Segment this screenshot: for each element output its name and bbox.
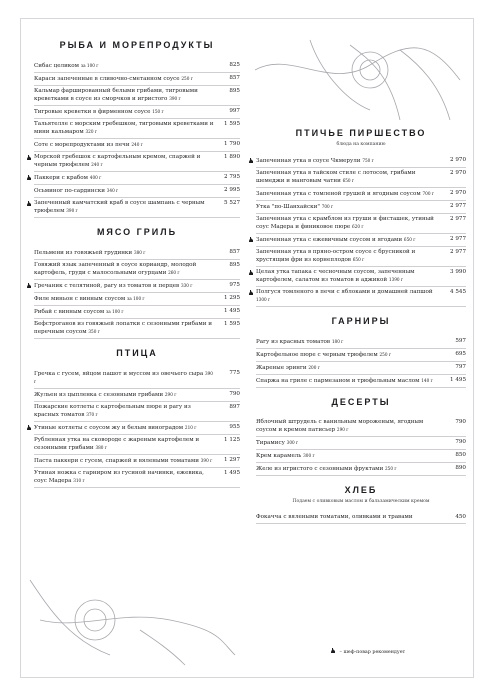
goose-icon [248,236,254,243]
item-price: 450 [455,514,466,520]
menu-item [34,86,240,106]
item-name: Пельмени из говяжьей грудинки [34,250,133,256]
item-price: 897 [229,404,240,410]
menu-item [256,214,466,234]
item-price: 975 [229,282,240,288]
item-price: 790 [455,419,466,425]
menu-item [256,168,466,188]
menu-item [34,319,240,339]
item-weight: 380 г [95,445,107,450]
item-name: Запеченная утка с томленой грушей и ягодным соусом [256,191,421,197]
item-name: Паккери с крабом [34,175,89,181]
item-price: 850 [455,452,466,458]
item-weight: 650 г [342,178,355,183]
section-title: МЯСО ГРИЛЬ [96,227,178,237]
item-name: Жареные эринги [256,365,307,371]
item-weight: 370 г [86,412,98,417]
item-name: Кальмар фаршированный белыми грибами, тигровыми креветками в соусе из сморчков и игристого [34,88,198,102]
item-price: 3 990 [449,269,466,275]
section-note: Подаем с оливковым маслом и бальзамическим кремом [292,499,430,504]
section-title: ГАРНИРЫ [331,316,391,326]
item-price: 895 [229,88,240,94]
menu-section [34,227,240,339]
item-name: Яблочный штрудель с ванильным мороженым, ягодным соусом и кремом патисьер [256,419,424,433]
goose-icon [330,647,336,654]
item-weight: 210 г [184,425,197,430]
item-price: 695 [455,351,466,357]
menu-item [34,368,240,389]
item-name: Запеченная утка в пряно-остром соусе с брусникой и хрустящим фри из корнеплодов [256,249,416,263]
menu-item [34,172,240,185]
item-name: Пожарские котлеты с картофельным пюре и рагу из красных томатов [34,404,191,418]
goose-icon [248,157,254,164]
menu-item [34,152,240,172]
menu-item [34,119,240,139]
item-name: Гречка с гусем, яйцом пашот и муссом из овечьего сыра [34,371,204,377]
item-price: 1 595 [223,321,240,327]
item-price: 1 295 [223,295,240,301]
menu-item [34,422,240,435]
menu-section [256,485,466,524]
item-price: 1 595 [223,121,240,127]
goose-icon [248,289,254,296]
item-weight: 650 г [403,237,416,242]
item-weight: 700 г [422,191,435,196]
item-price: 2 970 [449,157,466,163]
menu-item [34,260,240,280]
item-price: 1 890 [223,154,240,160]
item-price: 1 790 [223,141,240,147]
menu-item [34,198,240,218]
item-weight: 150 г [152,109,164,114]
goose-icon [26,424,32,431]
item-weight: 700 г [321,204,334,209]
menu-item [256,336,466,349]
menu-item [34,389,240,402]
menu-item [34,247,240,260]
menu-item [256,267,466,287]
menu-section [256,128,466,307]
item-name: Говяжий язык запеченный в соусе кориандр, молодой картофель, груди с малосольными огурцами [34,262,197,276]
item-name: Морской гребешок с картофельным кремом, спаржей и черным трюфелем [34,154,201,168]
item-price: 1 125 [223,437,240,443]
item-name: Соте с морепродуктами из печи [34,142,130,148]
item-weight: 320 г [85,129,98,134]
item-price: 790 [229,391,240,397]
menu-item [256,155,466,168]
item-weight: 200 г [308,365,320,370]
item-weight: за 100 г [80,63,99,68]
item-price: 4 545 [449,289,466,295]
menu-item [34,185,240,198]
menu-section [256,397,466,476]
item-price: 2 977 [449,203,466,209]
menu-item [256,417,466,437]
item-name: Гречаник с телятиной, рагу из томатов и перцев [34,283,180,289]
item-weight: 140 г [421,378,433,383]
item-weight: 650 г [352,257,365,262]
item-price: 825 [229,62,240,68]
item-name: Сибас целиком [34,63,80,69]
menu-item [256,375,466,388]
item-name: Утиные котлеты с соусом жу и белым виноградом [34,425,184,431]
menu-item [34,293,240,306]
goose-icon [26,154,32,161]
item-name: Фокачча с вялеными томатами, оливками и травами [256,514,413,520]
item-price: 597 [455,338,466,344]
menu-item [256,201,466,214]
item-price: 955 [229,424,240,430]
item-weight: 1300 г [256,297,271,302]
item-name: Запеченная утка с крамблом из груши и фисташек, утиный соус Мадера и финиковое пюре [256,216,434,230]
item-name: Караси запеченные в сливочно-сметанном соусе [34,76,180,82]
item-price: 2 977 [449,236,466,242]
menu-item [34,435,240,455]
item-weight: 250 г [385,466,397,471]
section-title: ДЕСЕРТЫ [331,397,391,407]
item-name: Рибай с винным соусом [34,309,105,315]
menu-item [256,247,466,267]
section-note: блюда на компанию [336,142,386,147]
section-title: РЫБА И МОРЕПРОДУКТЫ [59,40,215,50]
item-price: 857 [229,75,240,81]
item-weight: 380 г [133,250,146,255]
ornament-bottom-left [20,560,240,670]
left-column [34,40,240,497]
item-weight: 250 г [379,352,392,357]
item-weight: 300 г [286,440,299,445]
menu-item [256,450,466,463]
section-title: ПТИЦА [116,348,158,358]
menu-item [256,463,466,476]
menu-item [256,437,466,450]
item-weight: за 100 г [105,309,124,314]
item-name: Жульен из цыпленка с сезонными грибами [34,392,164,398]
item-name: Утка "по-Шанхайски" [256,204,320,210]
menu-item [34,139,240,152]
menu-item [34,280,240,293]
item-name: Полгуся томленого в печи с яблоками и домашней лапшой [256,289,433,295]
item-price: 790 [455,439,466,445]
item-price: 2 970 [449,190,466,196]
item-name: Осьминог по-сардински [34,188,105,194]
item-weight: 300 г [303,453,315,458]
legend-text: – шеф-повар рекомендует [339,650,406,655]
item-price: 2 795 [223,174,240,180]
menu-item [34,60,240,73]
menu-item [34,402,240,422]
menu-item [256,287,466,307]
item-name: Утиная ножка с гарниром из гусиной начинки, ежевика, соус Мадера [34,470,204,484]
item-price: 997 [229,108,240,114]
item-weight: за 100 г [127,296,145,301]
menu-item [256,512,466,524]
item-weight: 400 г [89,175,102,180]
menu-section [34,348,240,488]
item-weight: 240 г [91,162,103,167]
item-price: 1 495 [449,377,466,383]
section-title: ХЛЕБ [344,485,378,495]
item-name: Картофельное пюре с черным трюфелем [256,352,378,358]
item-price: 1 495 [223,308,240,314]
item-weight: 390 г [169,96,181,101]
item-price: 775 [229,370,240,376]
menu-item [34,106,240,119]
item-weight: 260 г [168,270,180,275]
item-weight: 240 г [131,142,143,147]
section-title: ПТИЧЬЕ ПИРШЕСТВО [295,128,427,138]
menu-item [34,455,240,468]
item-name: Запеченный камчатский краб в соусе шампань с черным трюфелем [34,200,205,214]
menu-section [34,40,240,218]
item-price: 2 977 [449,249,466,255]
menu-section [256,316,466,388]
item-weight: 310 г [73,478,85,483]
item-weight: 340 г [106,188,119,193]
menu-item [34,306,240,319]
item-name: Рубленная утка на сковороде с жареным картофелем и сезонными грибами [34,437,200,451]
menu-item [256,349,466,362]
item-name: Желе из игристого с сезонными фруктами [256,466,384,472]
item-price: 1 297 [223,457,240,463]
item-weight: 330 г [180,283,193,288]
item-price: 2 970 [449,170,466,176]
item-price: 857 [229,249,240,255]
item-weight: 390 г [200,458,213,463]
menu-item [34,468,240,488]
menu-item [256,234,466,247]
goose-icon [26,174,32,181]
item-weight: 390 г [66,208,78,213]
item-name: Крем карамель [256,453,302,459]
item-price: 895 [229,262,240,268]
item-price: 2 977 [449,216,466,222]
menu-item [256,188,466,201]
item-name: Запеченная утка в тайском стиле с лотосом, грибами шемеджи и манговым чатни [256,170,416,184]
item-price: 2 995 [223,187,240,193]
item-weight: 290 г [336,427,349,432]
menu-item [34,73,240,86]
item-price: 890 [455,465,466,471]
item-name: Тальятелле с морским гребешком, тигровыми креветками и мини кальмаром [34,121,214,135]
item-weight: 390 г [34,371,213,384]
item-weight: 620 г [352,224,364,229]
ornament-top-right [250,30,470,125]
goose-icon [26,200,32,207]
item-price: 5 527 [223,200,240,206]
item-name: Запеченная утка с ежевичным соусом и ягодами [256,237,403,243]
item-name: Целая утка тапака с чесночным соусом, запеченным картофелем, салатом из томатов и аджикой [256,269,415,283]
item-weight: 1390 г [388,277,404,282]
item-weight: 250 г [181,76,193,81]
goose-icon [26,282,32,289]
item-price: 1 495 [223,470,240,476]
goose-icon [248,269,254,276]
right-column [256,128,466,533]
item-weight: 290 г [164,392,177,397]
item-weight: 180 г [331,339,344,344]
item-name: Рагу из красных томатов [256,339,331,345]
item-name: Тигровые креветки в фирменном соусе [34,109,151,115]
chef-recommendation-legend [330,646,405,655]
menu-item [256,362,466,375]
item-name: Филе миньон с винным соусом [34,296,126,302]
item-name: Тирамису [256,440,285,446]
item-weight: 350 г [88,329,100,334]
item-price: 797 [455,364,466,370]
item-name: Паста паккери с гусем, спаржей и вялеными томатами [34,458,199,464]
item-name: Запеченная утка в соусе Чкмерули [256,158,361,164]
item-name: Бефстроганов из говяжьей лопатки с сезонными грибами и перечным соусом [34,321,212,335]
item-name: Спаржа на гриле с пармезаном и трюфельным маслом [256,378,420,384]
item-weight: 750 г [362,158,374,163]
